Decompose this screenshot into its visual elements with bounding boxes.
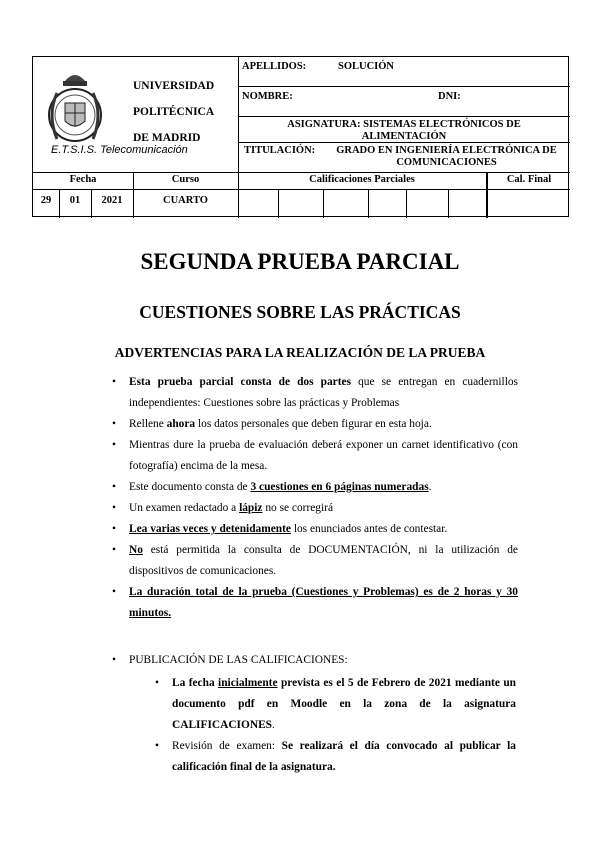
- warnings-heading: ADVERTENCIAS PARA LA REALIZACIÓN DE LA PRUEBA: [114, 345, 486, 360]
- list-item: • No está permitida la consulta de DOCUMENTACIÓN, ni la utilización de dispositivos de comunicaciones.: [112, 540, 518, 582]
- publication-heading: • PUBLICACIÓN DE LAS CALIFICACIONES:: [112, 650, 518, 671]
- list-item: • Lea varias veces y detenidamente los enunciados antes de contestar.: [112, 519, 518, 540]
- apellidos-value: SOLUCIÓN: [338, 61, 395, 72]
- list-item: • Mientras dure la prueba de evaluación deberá exponer un carnet identificativo (con fotografía) encima de la mesa.: [112, 435, 518, 477]
- list-item: • La fecha inicialmente prevista es el 5 de Febrero de 2021 mediante un documento pdf en Moodle en la zona de la asignatura CALIFICACIONES.: [155, 673, 516, 736]
- calificaciones-label: Calificaciones Parciales: [309, 174, 415, 185]
- titulacion-label: TITULACIÓN:: [244, 145, 316, 156]
- curso-label: Curso: [171, 174, 200, 185]
- upm-crest-icon: [43, 67, 107, 147]
- date-day: 29: [40, 195, 52, 206]
- list-item: • Este documento consta de 3 cuestiones en 6 páginas numeradas.: [112, 477, 518, 498]
- list-item: • La duración total de la prueba (Cuestiones y Problemas) es de 2 horas y 30 minutos.: [112, 582, 518, 624]
- page-title: SEGUNDA PRUEBA PARCIAL: [140, 249, 460, 274]
- university-name: UNIVERSIDAD POLITÉCNICA DE MADRID: [133, 80, 215, 144]
- apellidos-label: APELLIDOS:: [242, 61, 307, 72]
- cal-final-label: Cal. Final: [506, 174, 552, 185]
- nombre-label: NOMBRE:: [242, 91, 293, 102]
- list-item: • Esta prueba parcial consta de dos partes que se entregan en cuadernillos independientes: Cuestiones sobre las prácticas y Problemas: [112, 372, 518, 414]
- titulacion-value: GRADO EN INGENIERÍA ELECTRÓNICA DE COMUNICACIONES: [336, 145, 557, 168]
- dni-label: DNI:: [438, 91, 461, 102]
- date-year: 2021: [101, 195, 123, 206]
- list-item: • Un examen redactado a lápiz no se corregirá: [112, 498, 518, 519]
- publication-list: [112, 650, 518, 671]
- curso-value: CUARTO: [163, 195, 208, 206]
- warnings-list: [112, 372, 518, 624]
- date-month: 01: [69, 195, 81, 206]
- section-title: CUESTIONES SOBRE LAS PRÁCTICAS: [139, 302, 461, 322]
- header-table: [32, 56, 569, 217]
- university-block: [33, 57, 238, 172]
- publication-sublist: [155, 673, 516, 778]
- fecha-label: Fecha: [69, 174, 97, 185]
- list-item: • Rellene ahora los datos personales que deben figurar en esta hoja.: [112, 414, 518, 435]
- asignatura: ASIGNATURA: SISTEMAS ELECTRÓNICOS DE ALIMENTACIÓN: [287, 119, 521, 142]
- list-item: • Revisión de examen: Se realizará el día convocado al publicar la calificación final de la asignatura.: [155, 736, 516, 778]
- school-name: E.T.S.I.S. Telecomunicación: [51, 144, 188, 156]
